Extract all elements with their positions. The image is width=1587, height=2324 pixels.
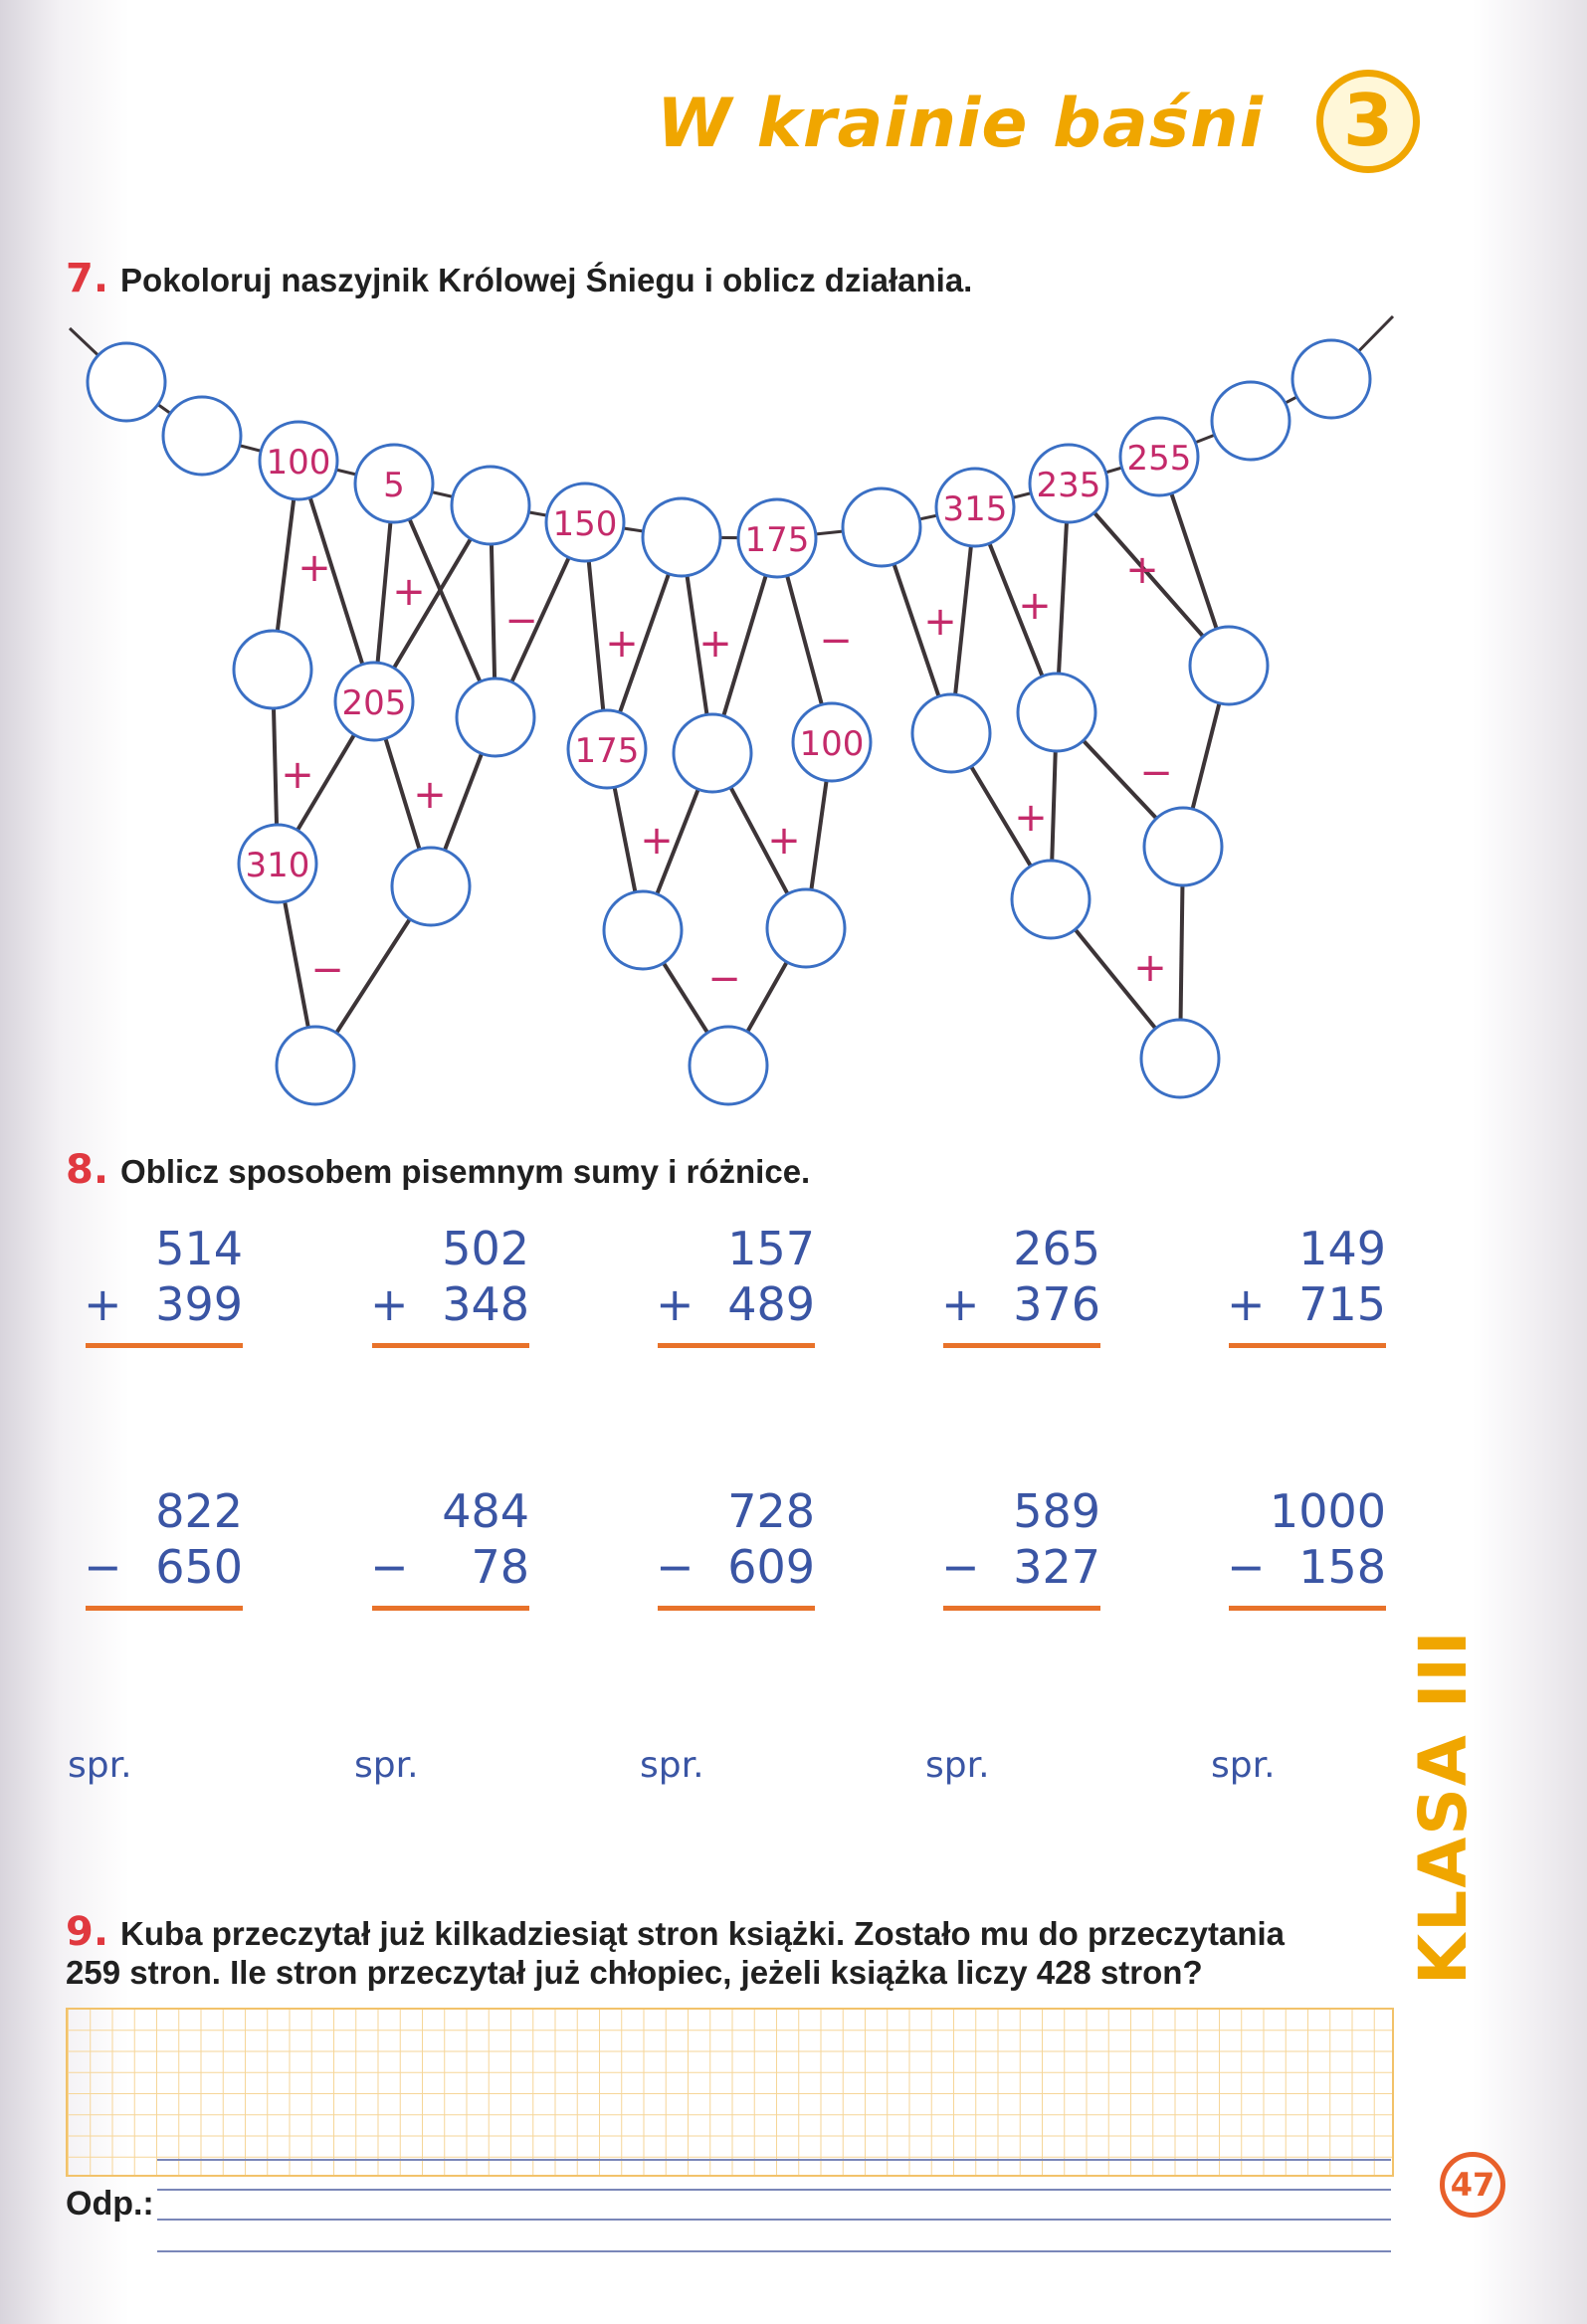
result-line[interactable] [658, 1343, 815, 1348]
operator: − [84, 1540, 122, 1594]
calculation-grid[interactable] [66, 2008, 1394, 2177]
bead-b13 [1212, 382, 1289, 460]
task-7-number: 7. [66, 256, 109, 301]
operator-sign: − [819, 618, 853, 664]
bead-b14 [1292, 340, 1370, 418]
bead-k6 [1141, 1020, 1219, 1097]
check-label-2: spr. [354, 1745, 419, 1786]
bead-label: 255 [1126, 439, 1192, 479]
result-line[interactable] [943, 1343, 1100, 1348]
task-8-text: Oblicz sposobem pisemnym sumy i różnice. [120, 1153, 811, 1190]
bead-m5 [912, 694, 990, 772]
page-number: 47 [1440, 2152, 1505, 2218]
minuend: 1000 [1269, 1484, 1386, 1538]
task-8-number: 8. [66, 1147, 109, 1193]
page-title: W krainie baśni [657, 85, 1264, 163]
bead-k1 [277, 1027, 354, 1104]
result-line[interactable] [86, 1606, 243, 1611]
addend-bottom: 376 [1013, 1277, 1100, 1331]
task-9-line-1: Kuba przeczytał już kilkadziesiąt stron książki. Zostało mu do przeczytania [120, 1915, 1286, 1952]
operator-sign: + [767, 818, 801, 864]
bead-label: 5 [383, 466, 405, 505]
chapter-badge: 3 [1316, 70, 1420, 173]
bead-label: 100 [266, 443, 331, 483]
addend-bottom: 489 [727, 1277, 815, 1331]
addend-bottom: 399 [155, 1277, 243, 1331]
operator-sign: + [1133, 945, 1167, 991]
minuend: 484 [442, 1484, 529, 1538]
result-line[interactable] [658, 1606, 815, 1611]
answer-line-2[interactable] [157, 2189, 1391, 2191]
result-line[interactable] [86, 1343, 243, 1348]
operator-sign: + [923, 599, 957, 645]
check-label-5: spr. [1211, 1745, 1276, 1786]
bead-label: 100 [799, 724, 865, 764]
bead-m7 [1144, 808, 1222, 885]
check-label-3: spr. [640, 1745, 704, 1786]
operator: − [941, 1540, 980, 1594]
check-label-1: spr. [68, 1745, 132, 1786]
subtrahend: 650 [155, 1540, 243, 1594]
operator-sign: + [413, 772, 447, 818]
operator-sign: + [605, 621, 639, 667]
answer-label: Odp.: [66, 2185, 154, 2223]
bead-r1 [234, 631, 311, 708]
minuend: 589 [1013, 1484, 1100, 1538]
necklace-diagram [0, 0, 1587, 1134]
bead-label: 175 [574, 731, 640, 771]
addend-top: 157 [727, 1222, 815, 1275]
operator-sign: − [1139, 750, 1173, 796]
bead-label: 315 [942, 489, 1008, 529]
operator-sign: + [298, 545, 331, 591]
bead-r4 [457, 678, 534, 756]
task-8-heading [66, 1147, 810, 1193]
bead-label: 310 [245, 846, 310, 885]
bead-k4 [690, 1027, 767, 1104]
operator-sign: − [310, 947, 344, 993]
result-line[interactable] [1229, 1343, 1386, 1348]
bead-b1 [88, 343, 165, 421]
addend-top: 149 [1298, 1222, 1386, 1275]
operator-sign: − [504, 598, 538, 644]
addend-top: 265 [1013, 1222, 1100, 1275]
bead-b5 [452, 467, 529, 544]
bead-label: 175 [744, 520, 810, 560]
operator: + [1227, 1277, 1266, 1331]
bead-k3 [767, 889, 845, 967]
operator-sign: + [392, 569, 426, 615]
operator: + [370, 1277, 409, 1331]
bead-r5 [392, 848, 470, 925]
operator-sign: − [707, 956, 741, 1002]
addend-top: 514 [155, 1222, 243, 1275]
check-label-4: spr. [925, 1745, 990, 1786]
task-7-text: Pokoloruj naszyjnik Królowej Śniegu i oblicz działania. [120, 262, 973, 298]
result-line[interactable] [943, 1606, 1100, 1611]
minuend: 822 [155, 1484, 243, 1538]
operator-sign: + [640, 818, 674, 864]
minuend: 728 [727, 1484, 815, 1538]
operator-sign: + [698, 621, 732, 667]
answer-line-4[interactable] [157, 2250, 1391, 2252]
subtrahend: 78 [471, 1540, 529, 1594]
bead-m1 [1190, 627, 1268, 704]
class-side-label: KLASA III [1405, 1629, 1482, 1985]
bead-b2 [163, 397, 241, 475]
bead-b9 [843, 488, 920, 566]
bead-label: 235 [1036, 466, 1101, 505]
operator-sign: + [1018, 583, 1052, 629]
bead-label: 150 [552, 504, 618, 544]
task-9-line-2: 259 stron. Ile stron przeczytał już chłopiec, jeżeli książka liczy 428 stron? [66, 1954, 1203, 1991]
bead-m6 [1018, 674, 1095, 751]
operator: − [656, 1540, 694, 1594]
bead-b7 [643, 498, 720, 576]
bead-k5 [1012, 861, 1090, 938]
bead-m3 [674, 714, 751, 792]
addend-top: 502 [442, 1222, 529, 1275]
operator: + [941, 1277, 980, 1331]
bead-label: 205 [341, 683, 407, 723]
subtrahend: 609 [727, 1540, 815, 1594]
task-9-heading [66, 1909, 1286, 1992]
task-9-number: 9. [66, 1909, 109, 1955]
result-line[interactable] [372, 1606, 529, 1611]
operator: − [370, 1540, 409, 1594]
operator-sign: + [1014, 795, 1048, 841]
operator-sign: + [1125, 547, 1159, 593]
addend-bottom: 715 [1298, 1277, 1386, 1331]
result-line[interactable] [372, 1343, 529, 1348]
operator-sign: + [281, 752, 314, 798]
result-line[interactable] [1229, 1606, 1386, 1611]
bead-k2 [604, 891, 682, 969]
subtrahend: 327 [1013, 1540, 1100, 1594]
operator: + [656, 1277, 694, 1331]
answer-line-3[interactable] [157, 2219, 1391, 2221]
answer-line-1[interactable] [157, 2159, 1391, 2161]
operator: + [84, 1277, 122, 1331]
addend-bottom: 348 [442, 1277, 529, 1331]
operator: − [1227, 1540, 1266, 1594]
subtrahend: 158 [1298, 1540, 1386, 1594]
